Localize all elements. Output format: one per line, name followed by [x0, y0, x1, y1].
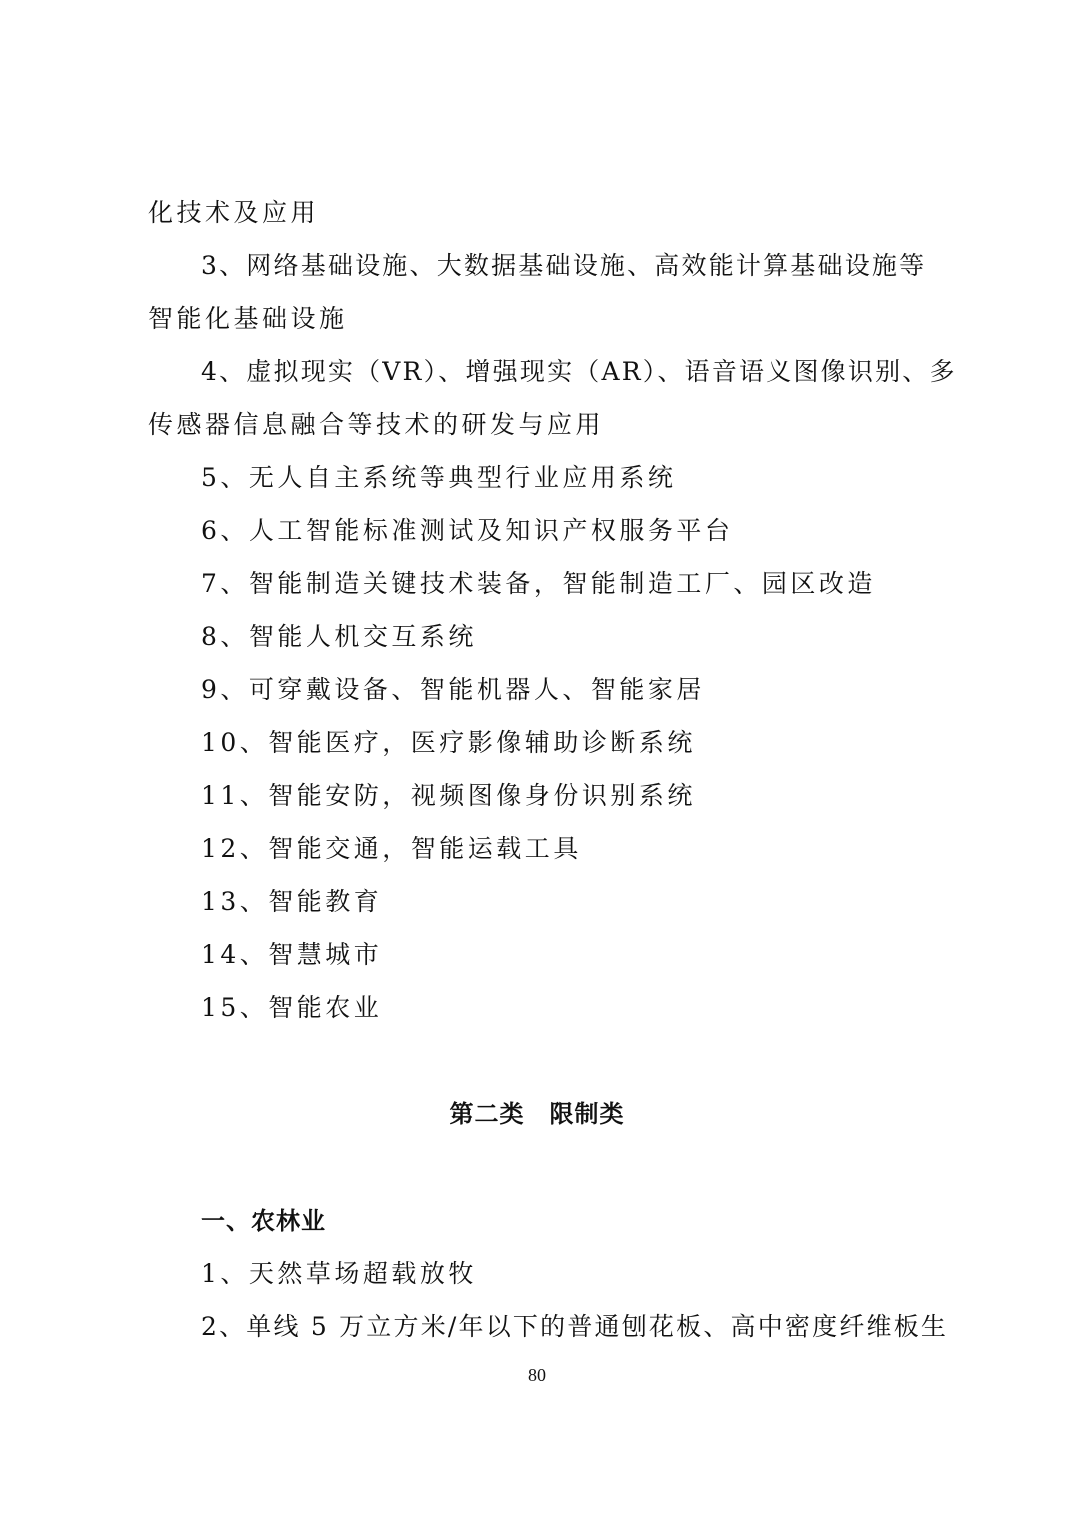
page-number: 80 [528, 1365, 546, 1385]
list-item-5: 5、无人自主系统等典型行业应用系统 [201, 463, 677, 492]
list-item-11: 11、智能安防，视频图像身份识别系统 [201, 781, 696, 810]
list-item-10: 10、智能医疗，医疗影像辅助诊断系统 [201, 728, 696, 757]
list-item-13: 13、智能教育 [201, 887, 383, 916]
list-item-14: 14、智慧城市 [201, 940, 383, 969]
list-item-4: 4、虚拟现实（VR）、增强现实（AR）、语音语义图像识别、多 [201, 357, 957, 386]
list-item-3: 3、网络基础设施、大数据基础设施、高效能计算基础设施等 [201, 251, 927, 280]
list-item-2: 2、单线 5 万立方米/年以下的普通刨花板、高中密度纤维板生 [201, 1312, 949, 1341]
list-item-9: 9、可穿戴设备、智能机器人、智能家居 [201, 675, 705, 704]
list-item-1: 1、天然草场超载放牧 [201, 1259, 477, 1288]
text-line: 化技术及应用 [148, 198, 320, 227]
text-line: 智能化基础设施 [148, 304, 348, 333]
list-item-8: 8、智能人机交互系统 [201, 622, 477, 651]
text-line: 传感器信息融合等技术的研发与应用 [148, 410, 605, 439]
section-title: 第二类 限制类 [449, 1100, 625, 1128]
list-item-7: 7、智能制造关键技术装备，智能制造工厂、园区改造 [201, 569, 876, 598]
list-item-12: 12、智能交通，智能运载工具 [201, 834, 582, 863]
list-item-6: 6、人工智能标准测试及知识产权服务平台 [201, 516, 734, 545]
subsection-title: 一、农林业 [201, 1207, 326, 1235]
list-item-15: 15、智能农业 [201, 993, 383, 1022]
